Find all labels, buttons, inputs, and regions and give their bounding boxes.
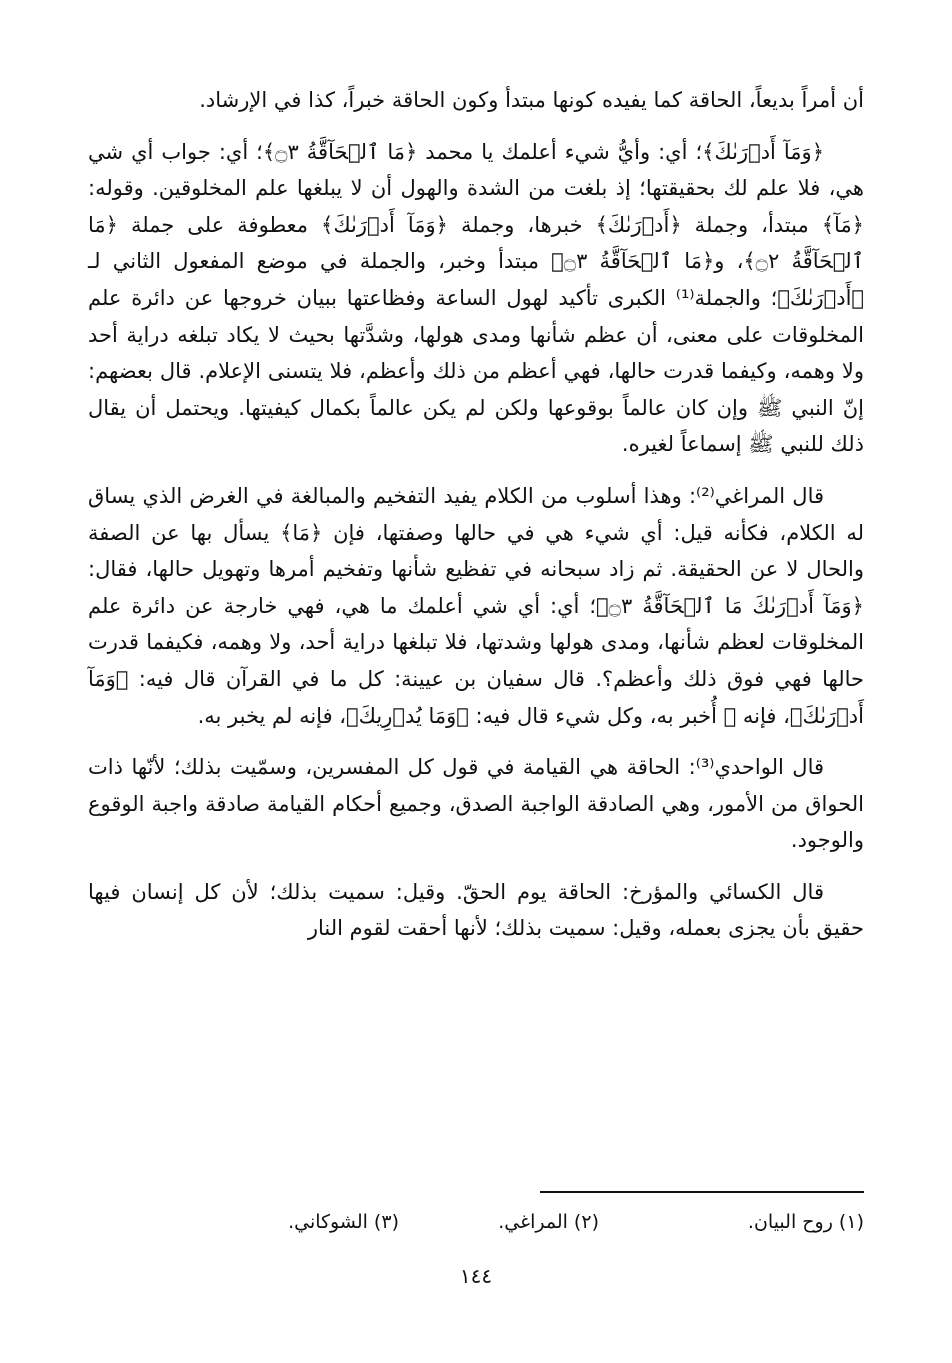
paragraph-kisai: قال الكسائي والمؤرخ: الحاقة يوم الحقّ. وقيل: سميت بذلك؛ لأن كل إنسان فيها حقيق بأن يجزى بعمله، وقيل: سميت بذلك؛ لأنها أحقت لقوم النار xyxy=(88,879,864,941)
paragraph-maraghi: قال المراغي⁽²⁾: وهذا أسلوب من الكلام يفيد التفخيم والمبالغة في الغرض الذي يساق له الكلام، فكأنه قيل: أي شيء هي في حالها وصفتها، فإن ﴿مَا﴾ يسأل بها عن الصفة والحال لا عن الحقيقة. ثم زاد سبحانه في تفظيع شأنها وتفخيم أمرها وتهويل حالها، فقال: ﴿وَمَآ أَدۡرَىٰكَ مَا ٱلۡحَآقَّةُ ۝٣﴾؛ أي: أي شي أعلمك ما هي، فهي خارجة عن دائرة علم المخلوقات لعظم شأنها، ومدى هولها وشدتها، فلا تبلغها دراية أحد، ولا وهمه، فكيفما قدرت حالها فهي فوق ذلك وأعظم؟. قال سفيان بن عيينة: كل ما في القرآن قال فيه: ﴿وَمَآ أَدۡرَىٰكَ﴾، فإنه ﷺ أُخبر به، وكل شيء قال فيه: ﴿وَمَا يُدۡرِيكَ﴾، فإنه لم يخبر به. xyxy=(88,483,864,728)
footnote-2: (٢) المراغي. xyxy=(498,1211,599,1233)
paragraph-wa-ma-adraka: ﴿وَمَآ أَدۡرَىٰكَ﴾؛ أي: وأيُّ شيء أعلمك يا محمد ﴿مَا ٱلۡحَآقَّةُ ۝٣﴾؛ أي: جواب أي شي هي، فلا علم لك بحقيقتها؛ إذ بلغت من الشدة والهول أن لا يبلغها علم المخلوقين. وقوله: ﴿مَآ﴾ مبتدأ، وجملة ﴿أَدۡرَىٰكَ﴾ خبرها، وجملة ﴿وَمَآ أَدۡرَىٰكَ﴾ معطوفة على جملة ﴿مَا ٱلۡحَآقَّةُ ۝٢﴾، و﴿مَا ٱلۡحَآقَّةُ ۝٣﴾ مبتدأ وخبر، والجملة في موضع المفعول الثاني لـ ﴿أَدۡرَىٰكَ﴾؛ والجملة⁽¹⁾ الكبرى تأكيد لهول الساعة وفظاعتها ببيان خروجها عن دائرة علم المخلوقات على معنى، أن عظم شأنها ومدى هولها، وشدَّتها بحيث لا يكاد تبلغه دراية أحد ولا وهمه، وكيفما قدرت حالها، فهي أعظم من ذلك وأعظم، فلا يتسنى الإعلام. قال بعضهم: إنّ النبي ﷺ وإن كان عالماً بوقوعها ولكن لم يكن عالماً بكمال كيفيتها. ويحتمل أن يقال ذلك للنبي ﷺ إسماعاً لغيره. xyxy=(88,139,865,457)
footnote-divider xyxy=(540,1191,864,1193)
footnote-1: (١) روح البيان. xyxy=(747,1211,864,1233)
paragraph-wahidi: قال الواحدي⁽³⁾: الحاقة هي القيامة في قول كل المفسرين، وسمّيت بذلك؛ لأنّها ذات الحواق من الأمور، وهي الصادقة الواجبة الصدق، وجميع أحكام القيامة صادقة واجبة الوقوع والوجود. xyxy=(88,755,864,853)
footnote-3: (٣) الشوكاني. xyxy=(288,1211,399,1233)
page-number: ١٤٤ xyxy=(459,1264,493,1288)
page-body xyxy=(88,82,864,962)
paragraph-intro: أن أمراً بديعاً، الحاقة كما يفيده كونها مبتدأ وكون الحاقة خبراً، كذا في الإرشاد. xyxy=(199,88,864,112)
footnotes xyxy=(88,1208,864,1236)
